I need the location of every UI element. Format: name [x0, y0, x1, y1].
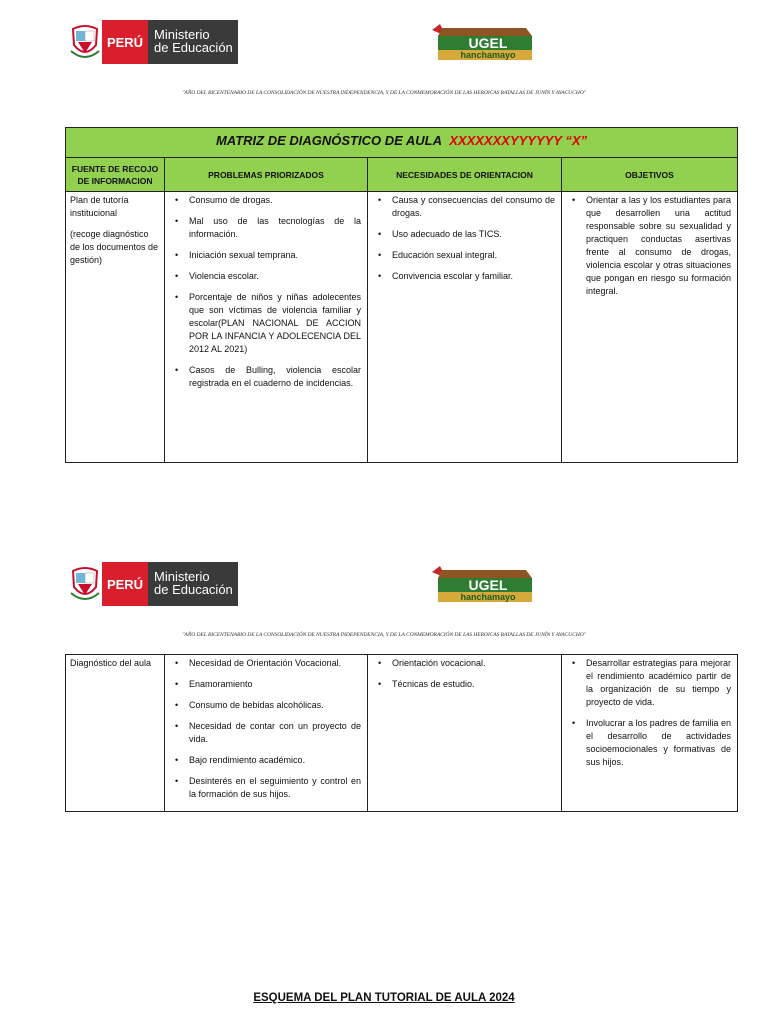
source-cell: Plan de tutoría institucional (recoge diagnóstico de los documentos de gestión)	[66, 192, 165, 463]
needs-cell	[368, 655, 562, 812]
matrix-title: MATRIZ DE DIAGNÓSTICO DE AULA XXXXXXXYYYYYY “X”	[66, 128, 738, 158]
list-item: • Desarrollar estrategias para mejorar el rendimiento académico partir de la organización de su tiempo y proyecto de vida.	[564, 657, 731, 709]
ugel-text: UGEL	[468, 35, 508, 51]
matrix-code: XXXXXXXYYYYYY	[449, 133, 562, 148]
matrix-header-row	[66, 158, 738, 192]
objectives-cell	[562, 655, 738, 812]
peru-shield-icon	[68, 20, 102, 64]
page-header-1	[0, 20, 768, 100]
col-header-source: FUENTE DE RECOJO DE INFORMACION	[66, 158, 165, 192]
list-item: • Técnicas de estudio.	[370, 678, 555, 691]
ugel-text: UGEL	[468, 577, 508, 593]
col-header-problems: PROBLEMAS PRIORIZADOS	[165, 158, 368, 192]
list-item: • Orientar a las y los estudiantes para que desarrollen una actitud responsable sobre su sexualidad y practiquen conductas asertivas frente al consumo de drogas, violencia escolar y otras situaciones que pongan en riesgo su formación integral.	[564, 194, 731, 298]
list-item: • Uso adecuado de las TICS.	[370, 228, 555, 241]
peru-shield-icon	[68, 562, 102, 606]
ugel-sub-text: hanchamayo	[460, 50, 516, 60]
objectives-cell	[562, 192, 738, 463]
table-row	[66, 655, 738, 812]
ministry-line-1: Ministerio	[154, 569, 210, 584]
year-motto: "AÑO DEL BICENTENARIO DE LA CONSOLIDACIÓN DE NUESTRA INDEPENDENCIA, Y DE LA CONMEMORACIÓN DE LAS HEROICAS BATALLAS DE JUNÍN Y AYACUCHO"	[182, 90, 586, 96]
page-header-2	[0, 562, 768, 642]
ugel-logo	[428, 22, 534, 62]
list-item: • Porcentaje de niños y niñas adolecentes que son víctimas de violencia familiar y escolar(PLAN NACIONAL DE ACCION POR LA INFANCIA Y ADOLECENCIA DEL 2012 AL 2021)	[167, 291, 361, 356]
list-item: • Orientación vocacional.	[370, 657, 555, 670]
matrix-title-row	[66, 128, 738, 158]
ministry-line-1: Ministerio	[154, 27, 210, 42]
list-item: • Causa y consecuencias del consumo de drogas.	[370, 194, 555, 220]
list-item: • Necesidad de Orientación Vocacional.	[167, 657, 361, 670]
problems-cell	[165, 655, 368, 812]
list-item: • Enamoramiento	[167, 678, 361, 691]
year-motto: "AÑO DEL BICENTENARIO DE LA CONSOLIDACIÓN DE NUESTRA INDEPENDENCIA, Y DE LA CONMEMORACIÓN DE LAS HEROICAS BATALLAS DE JUNÍN Y AYACUCHO"	[182, 632, 586, 638]
list-item: • Violencia escolar.	[167, 270, 361, 283]
ministry-line-2: de Educación	[154, 582, 233, 597]
minedu-logo	[68, 20, 238, 64]
list-item: • Necesidad de contar con un proyecto de vida.	[167, 720, 361, 746]
list-item: • Desinterés en el seguimiento y control en la formación de sus hijos.	[167, 775, 361, 801]
minedu-logo	[68, 562, 238, 606]
ministry-label	[148, 562, 238, 606]
problems-cell	[165, 192, 368, 463]
list-item: • Consumo de drogas.	[167, 194, 361, 207]
diagnostic-matrix-table-continued	[65, 654, 738, 812]
list-item: • Convivencia escolar y familiar.	[370, 270, 555, 283]
source-cell: Diagnóstico del aula	[66, 655, 165, 812]
peru-label: PERÚ	[102, 562, 148, 606]
ugel-logo	[428, 564, 534, 604]
list-item: • Mal uso de las tecnologías de la información.	[167, 215, 361, 241]
list-item: • Consumo de bebidas alcohólicas.	[167, 699, 361, 712]
diagnostic-matrix-table	[65, 127, 738, 463]
list-item: • Iniciación sexual temprana.	[167, 249, 361, 262]
plan-schema-title: ESQUEMA DEL PLAN TUTORIAL DE AULA 2024	[253, 992, 515, 1004]
ugel-sub-text: hanchamayo	[460, 592, 516, 602]
matrix-section: X	[571, 133, 581, 148]
table-row	[66, 192, 738, 463]
needs-cell	[368, 192, 562, 463]
ministry-line-2: de Educación	[154, 40, 233, 55]
list-item: • Casos de Bulling, violencia escolar registrada en el cuaderno de incidencias.	[167, 364, 361, 390]
list-item: • Bajo rendimiento académico.	[167, 754, 361, 767]
col-header-needs: NECESIDADES DE ORIENTACION	[368, 158, 562, 192]
col-header-objectives: OBJETIVOS	[562, 158, 738, 192]
list-item: • Educación sexual integral.	[370, 249, 555, 262]
peru-label: PERÚ	[102, 20, 148, 64]
list-item: • Involucrar a los padres de familia en el desarrollo de actividades socioemocionales y formativas de sus hijos.	[564, 717, 731, 769]
ministry-label	[148, 20, 238, 64]
